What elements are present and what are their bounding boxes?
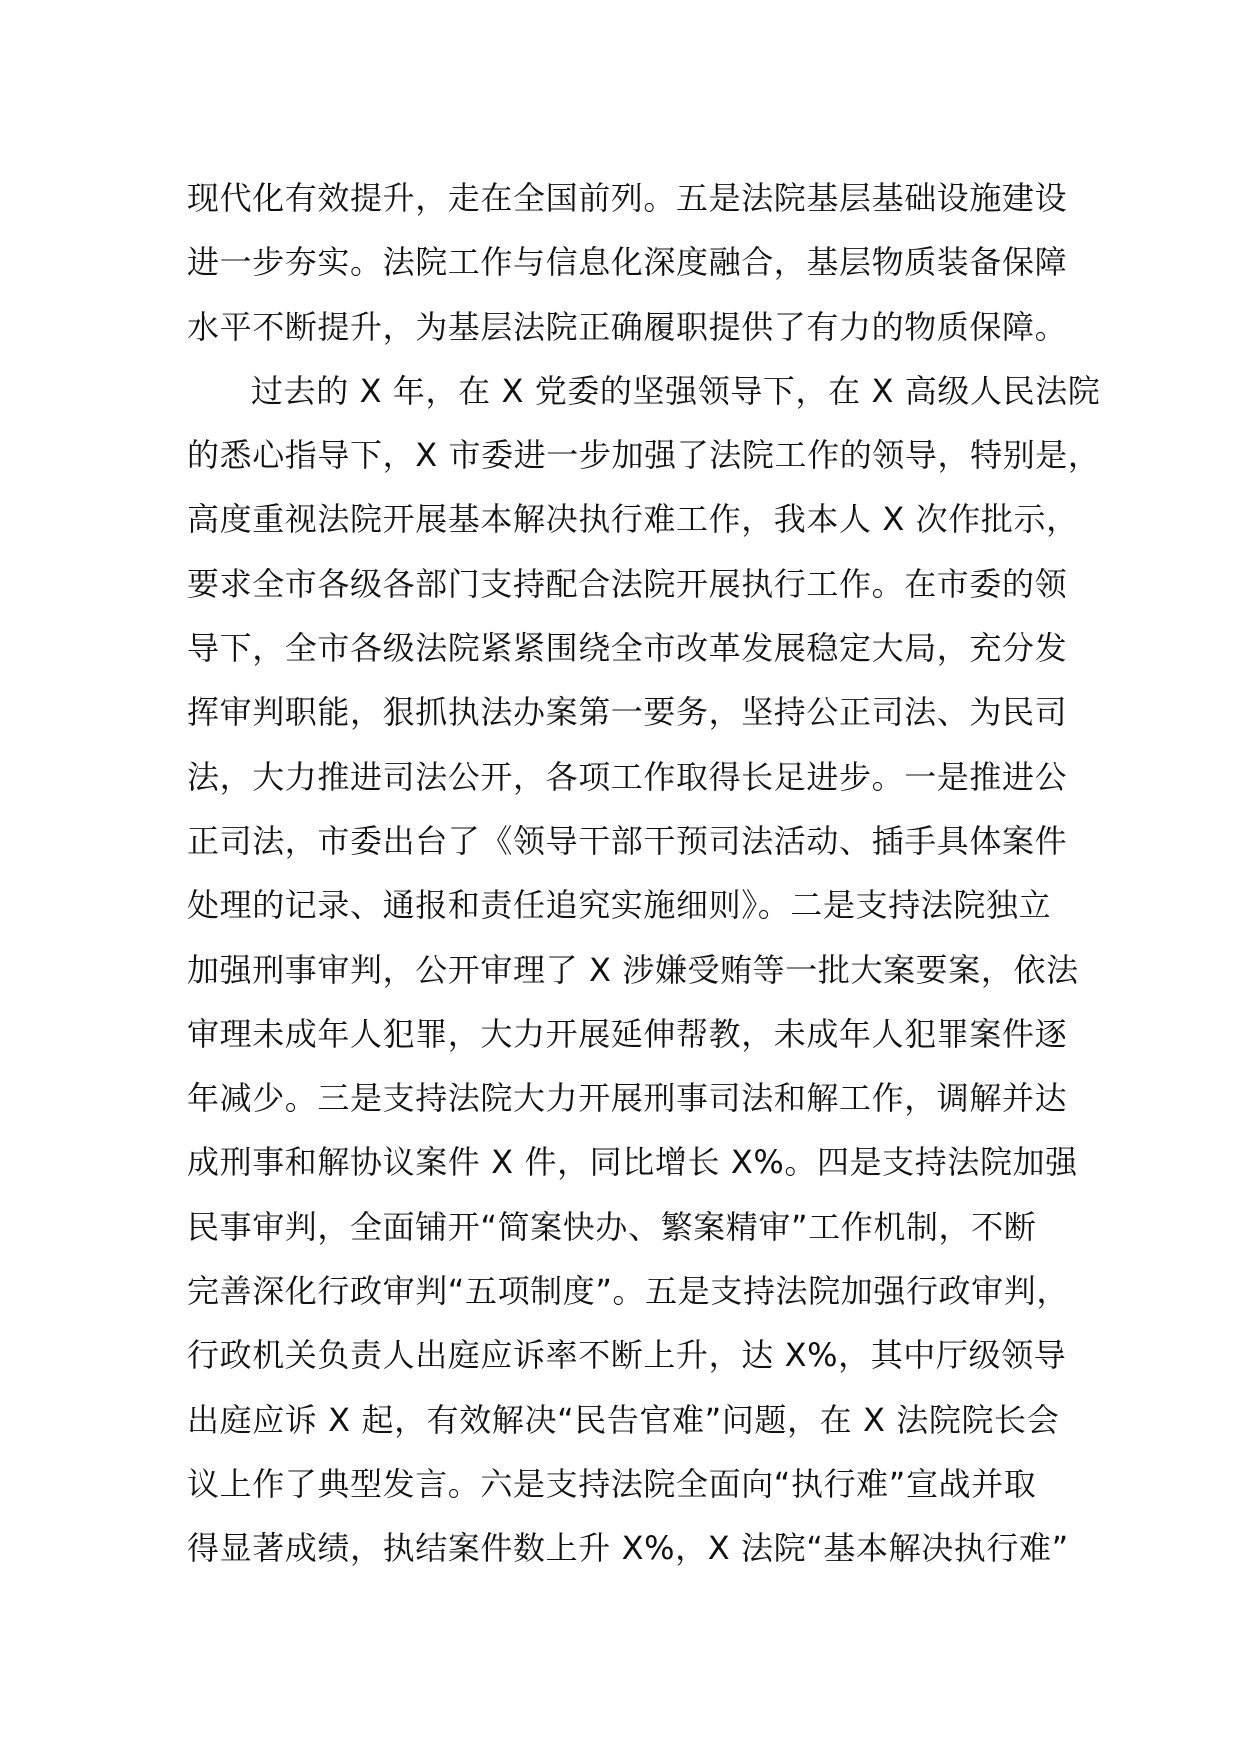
text-line: 行政机关负责人出庭应诉率不断上升，达 X%，其中厅级领导 [187,1336,1067,1375]
text-line: 水平不断提升，为基层法院正确履职提供了有力的物质保障。 [187,307,1068,346]
text-line: 年减少。三是支持法院大力开展刑事司法和解工作，调解并达 [187,1079,1068,1118]
paragraph-first-line: 过去的 X 年，在 X 党委的坚强领导下，在 X 高级人民法院 [251,371,1101,410]
text-line: 审理未成年人犯罪，大力开展延伸帮教，未成年人犯罪案件逐 [187,1014,1068,1053]
text-line: 导下，全市各级法院紧紧围绕全市改革发展稳定大局，充分发 [187,629,1068,668]
text-line: 挥审判职能，狠抓执法办案第一要务，坚持公正司法、为民司 [187,693,1068,732]
text-line: 处理的记录、通报和责任追究实施细则》。二是支持法院独立 [187,886,1052,925]
text-line: 完善深化行政审判“五项制度”。五是支持法院加强行政审判， [187,1272,1069,1311]
text-line: 进一步夯实。法院工作与信息化深度融合，基层物质装备保障 [187,243,1068,282]
text-line: 的悉心指导下，X 市委进一步加强了法院工作的领导，特别是， [187,436,1101,475]
text-line: 高度重视法院开展基本解决执行难工作，我本人 X 次作批示， [187,500,1079,539]
text-line: 议上作了典型发言。六是支持法院全面向“执行难”宣战并取 [187,1464,1037,1503]
text-line: 现代化有效提升，走在全国前列。五是法院基层基础设施建设 [187,179,1068,217]
text-line: 出庭应诉 X 起，有效解决“民告官难”问题，在 X 法院院长会 [187,1400,1060,1439]
body-text [187,166,1101,1581]
text-line: 民事审判，全面铺开“简案快办、繁案精审”工作机制，不断 [187,1207,1037,1246]
text-line: 法，大力推进司法公开，各项工作取得长足进步。一是推进公 [187,757,1068,796]
text-line: 加强刑事审判，公开审理了 X 涉嫌受贿等一批大案要案，依法 [187,950,1079,989]
text-line: 正司法，市委出台了《领导干部干预司法活动、插手具体案件 [187,821,1068,860]
text-line: 得显著成绩，执结案件数上升 X%，X 法院“基本解决执行难” [187,1529,1069,1568]
text-line: 要求全市各级各部门支持配合法院开展执行工作。在市委的领 [187,564,1068,603]
text-line: 成刑事和解协议案件 X 件，同比增长 X%。四是支持法院加强 [187,1143,1078,1182]
